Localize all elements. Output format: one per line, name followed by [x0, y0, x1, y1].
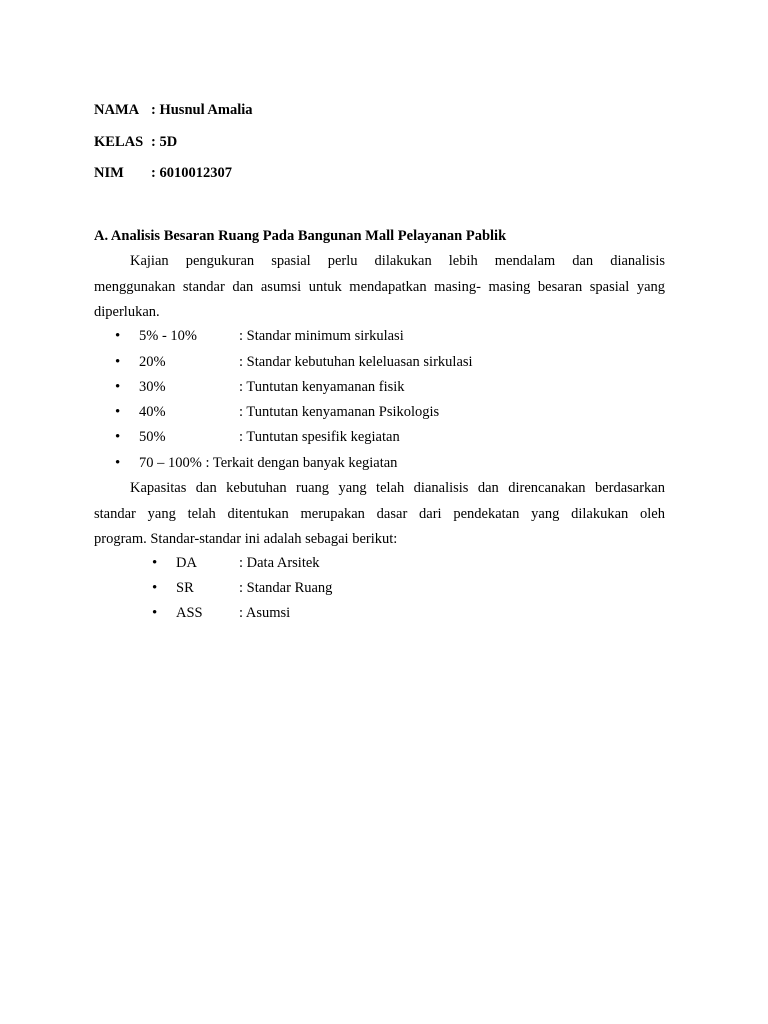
- bullet-icon: •: [115, 429, 121, 445]
- nim-label: NIM: [94, 165, 124, 181]
- paragraph-line: diperlukan.: [94, 304, 160, 320]
- bullet-icon: •: [152, 555, 158, 571]
- abbreviation-code: SR: [176, 580, 194, 596]
- standard-desc: : Tuntutan spesifik kegiatan: [239, 429, 400, 445]
- class-label: KELAS: [94, 134, 144, 150]
- bullet-icon: •: [115, 328, 121, 344]
- class-value: : 5D: [151, 134, 178, 150]
- nim-value: : 6010012307: [151, 165, 232, 181]
- bullet-icon: •: [115, 354, 121, 370]
- paragraph-line: standar yang telah ditentukan merupakan dasar dari pendekatan yang dilakukan oleh: [94, 506, 665, 522]
- bullet-icon: •: [115, 404, 121, 420]
- bullet-icon: •: [152, 580, 158, 596]
- standard-last: 70 – 100% : Terkait dengan banyak kegiatan: [139, 455, 398, 471]
- standard-range: 20%: [139, 354, 166, 370]
- standard-range: 5% - 10%: [139, 328, 197, 344]
- abbreviation-desc: : Data Arsitek: [239, 555, 320, 571]
- paragraph-line: program. Standar-standar ini adalah sebagai berikut:: [94, 531, 398, 547]
- bullet-icon: •: [115, 455, 121, 471]
- name-label: NAMA: [94, 102, 140, 118]
- paragraph-line: Kajian pengukuran spasial perlu dilakukan lebih mendalam dan dianalisis: [130, 253, 665, 269]
- abbreviation-code: DA: [176, 555, 197, 571]
- standard-range: 30%: [139, 379, 166, 395]
- section-heading: A. Analisis Besaran Ruang Pada Bangunan Mall Pelayanan Pablik: [94, 228, 507, 244]
- standard-range: 40%: [139, 404, 166, 420]
- bullet-icon: •: [152, 605, 158, 621]
- standard-desc: : Tuntutan kenyamanan Psikologis: [239, 404, 440, 420]
- standard-desc: : Standar kebutuhan keleluasan sirkulasi: [239, 354, 473, 370]
- paragraph-line: menggunakan standar dan asumsi untuk mendapatkan masing- masing besaran spasial yang: [94, 279, 665, 295]
- bullet-icon: •: [115, 379, 121, 395]
- abbreviation-code: ASS: [176, 605, 203, 621]
- abbreviation-desc: : Asumsi: [239, 605, 291, 621]
- name-value: : Husnul Amalia: [151, 102, 253, 118]
- standard-desc: : Tuntutan kenyamanan fisik: [239, 379, 405, 395]
- standard-range: 50%: [139, 429, 166, 445]
- paragraph-line: Kapasitas dan kebutuhan ruang yang telah dianalisis dan direncanakan berdasarkan: [130, 480, 665, 496]
- standard-desc: : Standar minimum sirkulasi: [239, 328, 404, 344]
- abbreviation-desc: : Standar Ruang: [239, 580, 333, 596]
